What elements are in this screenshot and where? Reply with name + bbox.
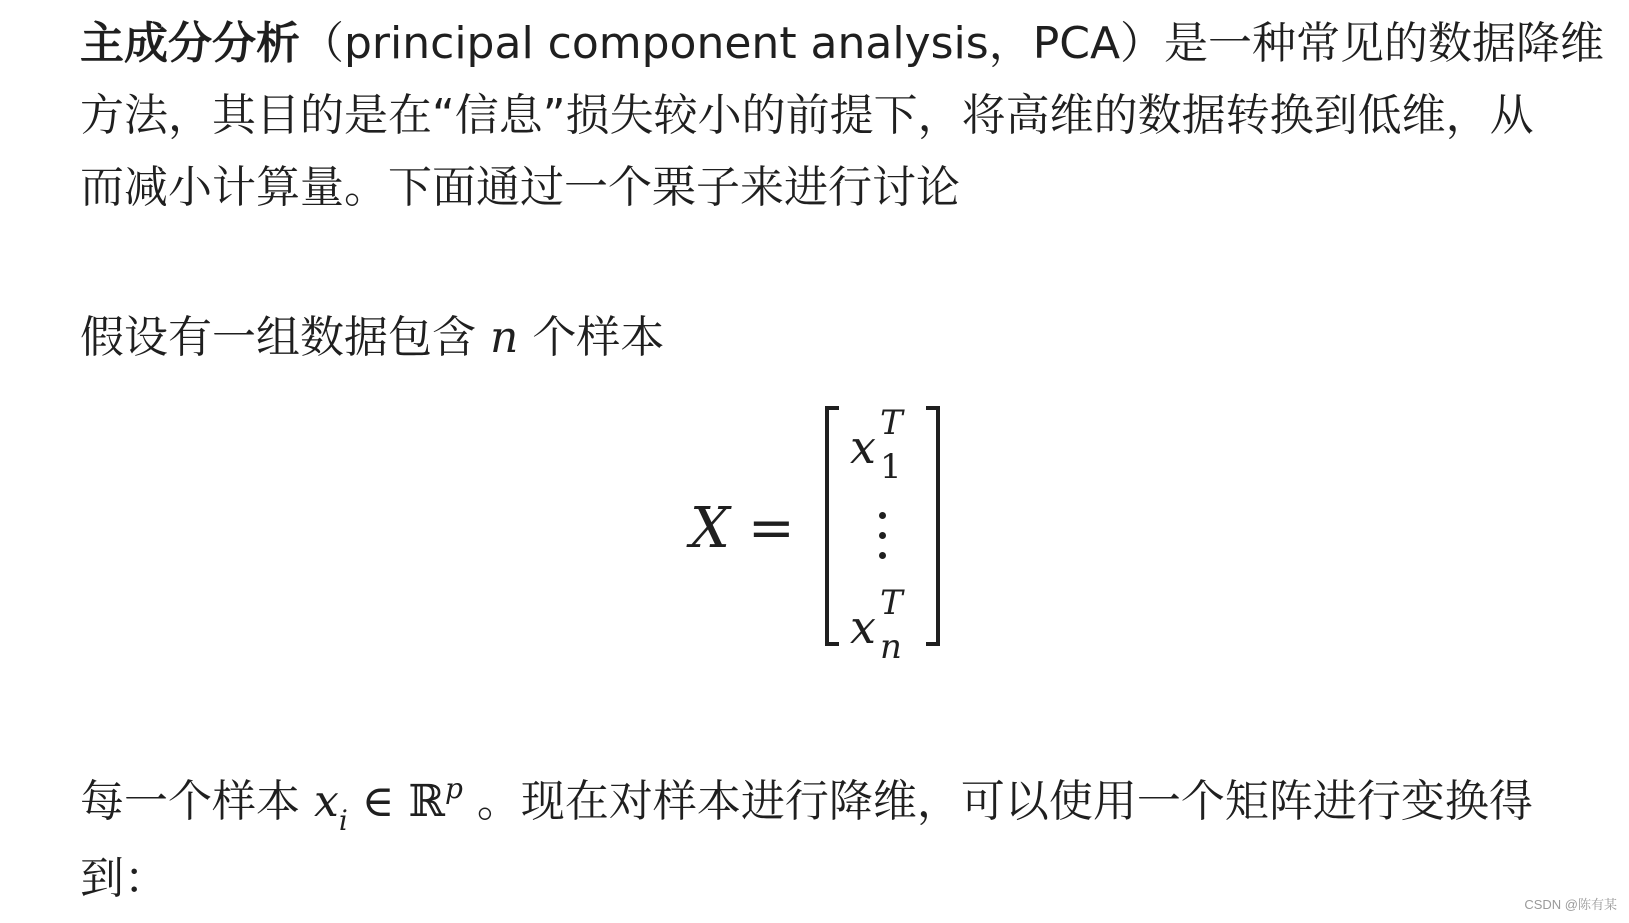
dimension-paragraph [80,766,1533,915]
equation-lhs [690,494,795,564]
vertical-dots [879,512,887,562]
element-of-symbol: ∈ [361,776,395,827]
row1-sup: T [880,403,903,443]
real-set-symbol: ℝ [408,776,445,827]
dimension-line-2: 到： [80,853,168,904]
matrix-x: X [690,496,730,561]
rown-sup: T [880,583,903,623]
row1-sub: 1 [880,447,902,487]
intro-line-1 [80,8,1604,80]
var-n: n [490,312,519,363]
matrix-row-n [850,583,930,667]
intro-line-2: 方法，其目的是在“信息”损失较小的前提下，将高维的数据转换到低维，从 [80,90,1534,141]
var-x-sub: i [338,804,348,837]
sample-text-after: 个样本 [532,312,665,363]
intro-paragraph [80,8,1604,224]
matrix-row-1 [850,403,930,487]
left-bracket [825,406,839,646]
intro-line-1-text: （principal component analysis，PCA）是一种常见的数据降维 [300,18,1605,69]
real-set-sup: p [444,772,463,805]
matrix-equation [690,402,970,667]
row1-base: x [850,420,876,474]
rown-sub: n [880,627,902,667]
watermark: CSDN @陈有某 [1524,897,1617,912]
rown-base: x [850,600,876,654]
var-x: x [314,776,339,827]
sample-text-before: 假设有一组数据包含 [80,312,476,363]
intro-line-3: 而减小计算量。下面通过一个栗子来进行讨论 [80,162,960,213]
sample-paragraph [80,302,664,374]
dimension-line-1 [80,766,1533,843]
dim-text-after: 。现在对样本进行降维，可以使用一个矩阵进行变换得 [476,776,1533,827]
equals-sign: = [747,496,795,561]
dim-text-before: 每一个样本 [80,776,300,827]
pca-term: 主成分分析 [80,18,300,69]
